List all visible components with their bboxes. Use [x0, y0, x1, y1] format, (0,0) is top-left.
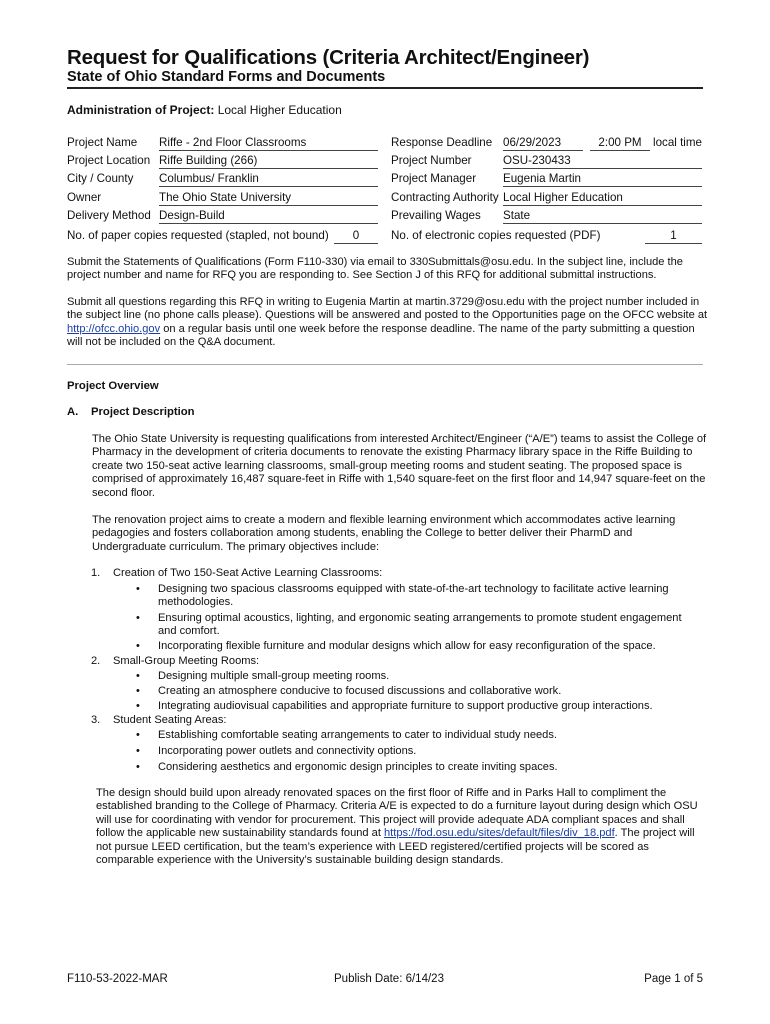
delivery-method-value: Design-Build: [159, 209, 378, 224]
response-deadline-time: 2:00 PM: [590, 136, 650, 151]
administration-line: [67, 103, 342, 117]
objective-2-bullet-3: Integrating audiovisual capabilities and appropriate furniture to support productive group interactions.: [158, 700, 653, 712]
bullet-icon: •: [136, 745, 140, 757]
owner-value: The Ohio State University: [159, 191, 378, 206]
city-county-label: City / County: [67, 172, 134, 185]
electronic-copies-value: 1: [645, 229, 702, 244]
objective-1-bullet-2: Ensuring optimal acoustics, lighting, and ergonomic seating arrangements to promote student engagement and comfort.: [158, 612, 682, 638]
objective-3-number: 3.: [91, 714, 101, 726]
project-location-value: Riffe Building (266): [159, 154, 378, 169]
design-requirements-paragraph: [96, 787, 708, 867]
local-time-suffix: local time: [653, 136, 702, 149]
project-name-label: Project Name: [67, 136, 138, 149]
contracting-authority-value: Local Higher Education: [503, 191, 702, 206]
objective-3-bullet-3: Considering aesthetics and ergonomic design principles to create inviting spaces.: [158, 761, 558, 773]
form-id: F110-53-2022-MAR: [67, 973, 168, 985]
questions-instructions: [67, 296, 709, 350]
electronic-copies-label: No. of electronic copies requested (PDF): [391, 229, 601, 242]
project-location-label: Project Location: [67, 154, 151, 167]
section-a-letter: A.: [67, 406, 79, 418]
objective-1-number: 1.: [91, 567, 101, 579]
design-text-2: . The project will not pursue LEED certification, but the team’s experience with LEED registered/certified projects will be scored as comparable experience with the University’s sustainable building design standards.: [96, 827, 695, 867]
prevailing-wages-label: Prevailing Wages: [391, 209, 481, 222]
objective-2-title: Small-Group Meeting Rooms:: [113, 655, 260, 667]
response-deadline-date: 06/29/2023: [503, 136, 583, 151]
project-number-value: OSU-230433: [503, 154, 702, 169]
document-title: Request for Qualifications (Criteria Architect/Engineer): [67, 46, 590, 69]
response-deadline-label: Response Deadline: [391, 136, 493, 149]
objective-1-bullet-3: Incorporating flexible furniture and modular designs which allow for easy reconfiguration of the space.: [158, 640, 656, 652]
delivery-method-label: Delivery Method: [67, 209, 151, 222]
project-manager-value: Eugenia Martin: [503, 172, 702, 187]
bullet-icon: •: [136, 640, 140, 652]
objective-2-bullet-1: Designing multiple small-group meeting rooms.: [158, 670, 390, 682]
city-county-value: Columbus/ Franklin: [159, 172, 378, 187]
document-subtitle: State of Ohio Standard Forms and Documents: [67, 69, 386, 85]
publish-date: Publish Date: 6/14/23: [334, 973, 444, 985]
paper-copies-label: No. of paper copies requested (stapled, not bound): [67, 229, 329, 242]
questions-text-2: on a regular basis until one week before the response deadline. The name of the party submitting a question will not be included on the Q&A document.: [67, 322, 695, 349]
section-divider: [67, 364, 703, 365]
objective-3-bullet-2: Incorporating power outlets and connectivity options.: [158, 745, 417, 757]
project-description-paragraph-1: The Ohio State University is requesting qualifications from interested Architect/Engineer (“A/E”) teams to assist the College of Pharmacy in the development of criteria documents to renovate the existing Pharmacy library space in the Riffe Building to create two 150-seat active learning classrooms, small-group meeting rooms and student seating. The proposed space is comprised of approximately 16,487 square-feet in Riffe with 1,540 square-feet on the first floor and 14,947 square-feet on the second floor.: [92, 433, 707, 499]
objective-1-title: Creation of Two 150-Seat Active Learning Classrooms:: [113, 567, 383, 579]
bullet-icon: •: [136, 700, 140, 712]
project-manager-label: Project Manager: [391, 172, 477, 185]
project-overview-heading: Project Overview: [67, 380, 159, 392]
owner-label: Owner: [67, 191, 102, 204]
objective-2-bullet-2: Creating an atmosphere conducive to focused discussions and collaborative work.: [158, 685, 562, 697]
bullet-icon: •: [136, 583, 140, 595]
section-a-title: Project Description: [91, 406, 195, 418]
prevailing-wages-value: State: [503, 209, 702, 224]
contracting-authority-label: Contracting Authority: [391, 191, 499, 204]
bullet-icon: •: [136, 612, 140, 624]
questions-text-1: Submit all questions regarding this RFQ in writing to Eugenia Martin at martin.3729@osu.edu with the project number included in the subject line (no phone calls please). Questions will be answered and posted to the Opportunities page on the OFCC website at: [67, 296, 708, 322]
bullet-icon: •: [136, 670, 140, 682]
page-number: Page 1 of 5: [644, 973, 703, 985]
admin-value: Local Higher Education: [217, 103, 342, 117]
submittal-instructions: Submit the Statements of Qualifications (Form F110-330) via email to 330Submittals@osu.edu. In the subject line, include the project number and name for RFQ you are responding to. See Section J of this RFQ for additional submittal instructions.: [67, 256, 683, 282]
design-text-1: The design should build upon already renovated spaces on the first floor of Riffe and in Parks Hall to compliment the established branding to the College of Pharmacy. Criteria A/E is expected to do a furniture layout during design which OSU will use for coordinating with vendor for procurement. This project will provide adequate ADA compliant spaces and shall follow the applicable new sustainability standards found at: [96, 787, 698, 840]
sustainability-standards-link[interactable]: https://fod.osu.edu/sites/default/files/div_18.pdf: [384, 827, 615, 840]
objective-3-bullet-1: Establishing comfortable seating arrangements to cater to individual study needs.: [158, 729, 557, 741]
objective-3-title: Student Seating Areas:: [113, 714, 227, 726]
bullet-icon: •: [136, 761, 140, 773]
project-description-paragraph-2: The renovation project aims to create a modern and flexible learning environment which accommodates active learning pedagogies and fosters collaboration among students, enabling the College to better deliver their PharmD and Undergraduate curriculum. The primary objectives include:: [92, 514, 676, 553]
bullet-icon: •: [136, 729, 140, 741]
project-name-value: Riffe - 2nd Floor Classrooms: [159, 136, 378, 151]
paper-copies-value: 0: [334, 229, 378, 244]
admin-label: Administration of Project:: [67, 103, 215, 117]
bullet-icon: •: [136, 685, 140, 697]
project-number-label: Project Number: [391, 154, 472, 167]
objective-1-bullet-1: Designing two spacious classrooms equipped with state-of-the-art technology to facilitate active learning methodologies.: [158, 583, 669, 609]
objective-2-number: 2.: [91, 655, 101, 667]
ofcc-website-link[interactable]: http://ofcc.ohio.gov: [67, 322, 161, 335]
title-divider: [67, 87, 703, 89]
